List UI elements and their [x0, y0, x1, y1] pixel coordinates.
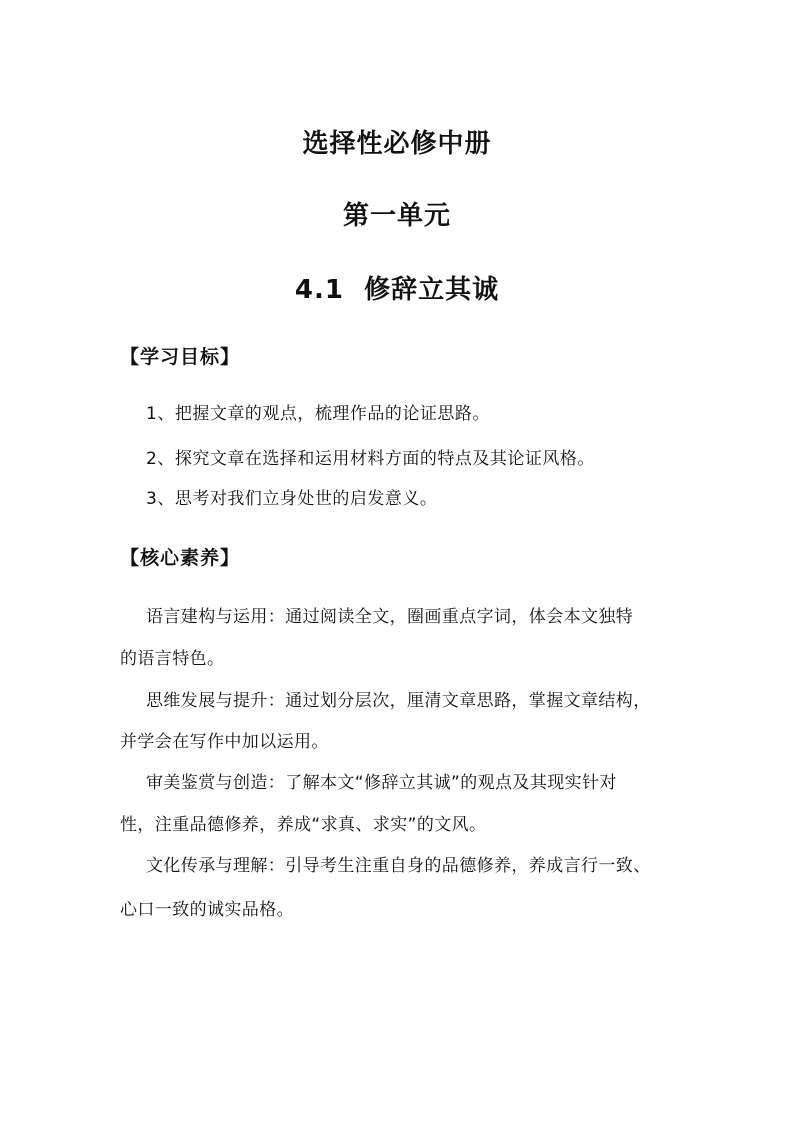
- core-literacy-paragraph-line: 语言建构与运用：通过阅读全文，圈画重点字词，体会本文独特: [146, 607, 634, 627]
- core-literacy-paragraph-line: 审美鉴赏与创造：了解本文“修辞立其诚”的观点及其现实针对: [146, 773, 617, 793]
- core-literacy-paragraph-line: 的语言特色。: [120, 649, 225, 669]
- learning-goals-heading: 【学习目标】: [120, 346, 241, 368]
- core-literacy-paragraph-line: 文化传承与理解：引导考生注重自身的品德修养，养成言行一致、: [146, 856, 651, 876]
- learning-goal-item: 2、探究文章在选择和运用材料方面的特点及其论证风格。: [146, 449, 595, 469]
- core-literacy-paragraph-line: 心口一致的诚实品格。: [120, 900, 294, 920]
- unit-title: 第一单元: [342, 201, 451, 231]
- learning-goal-item: 1、把握文章的观点，梳理作品的论证思路。: [146, 404, 490, 424]
- core-literacy-heading: 【核心素养】: [120, 547, 241, 569]
- core-literacy-paragraph-line: 性，注重品德修养，养成“求真、求实”的文风。: [120, 815, 487, 835]
- lesson-title: 4.1 修辞立其诚: [294, 275, 500, 305]
- core-literacy-paragraph-line: 并学会在写作中加以运用。: [120, 732, 329, 752]
- book-title: 选择性必修中册: [302, 129, 492, 159]
- learning-goal-item: 3、思考对我们立身处世的启发意义。: [146, 489, 438, 509]
- core-literacy-paragraph-line: 思维发展与提升：通过划分层次，厘清文章思路，掌握文章结构，: [146, 691, 651, 711]
